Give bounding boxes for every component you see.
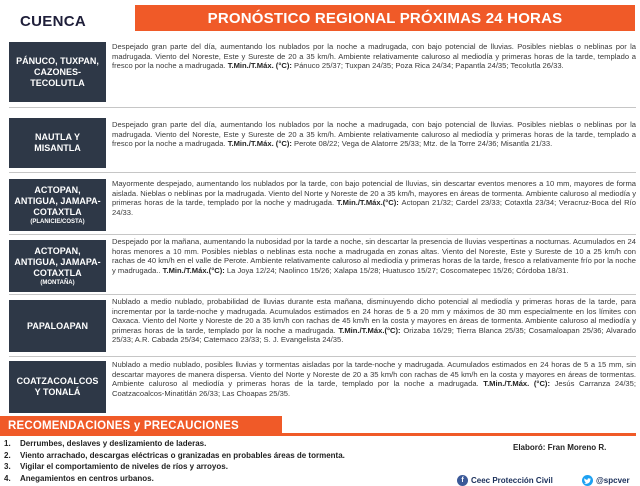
region-forecast-actopan-costa [112, 179, 636, 217]
temps-label: T.Min./T.Máx.(°C): [162, 265, 227, 275]
temps-values: La Joya 12/24; Naolinco 15/26; Xalapa 15/28; Huatusco 15/27; Coscomatepec 15/26; Córdoba 18/31. [226, 265, 569, 275]
recommendation-number: 1. [4, 439, 11, 448]
temps-values: Actopan 21/32; Cardel 23/33; Cotaxtla 23/34; Veracruz-Boca del Río 24/33. [112, 198, 636, 217]
recommendation-item [4, 461, 424, 473]
facebook-link[interactable] [457, 475, 553, 486]
forecast-text: Nublado a medio nublado, probabilidad de lluvias durante esta mañana, disminuyendo dicho potencial al mediodía y primeras horas de la tarde, para incrementar por la tarde-noche y madrugada. Acumulados estimados en 24 horas de 5 a 20 mm y máximos de 30 mm especialmente en los límites con Oaxaca. Viento del Norte y Noreste de 20 a 35 km/h con rachas de 45 km/h en la costa y mayores en áreas de tormenta. Ambiente caluroso al mediodía y primeras horas de la tarde, templado por la noche a madrugada. [112, 297, 636, 335]
recommendation-number: 2. [4, 450, 11, 460]
recommendations-title: RECOMENDACIONES y PRECAUCIONES [0, 416, 282, 436]
region-label-panuco [9, 42, 106, 102]
temps-values: Pánuco 25/37; Tuxpan 24/35; Poza Rica 24/34; Papantla 24/35; Tecolutla 26/33. [294, 61, 564, 71]
region-label-nautla [9, 118, 106, 168]
twitter-handle: @spcver [596, 476, 630, 485]
region-label-line: ACTOPAN, [34, 245, 81, 256]
twitter-link[interactable] [582, 475, 630, 486]
temps-values: Jesús Carranza 24/35; Coatzacoalcos-Minatitlán 26/33; Las Choapas 25/35. [112, 379, 636, 398]
recommendation-text: Anegamientos en centros urbanos. [20, 473, 154, 483]
forecast-text: Despejado gran parte del día, aumentando los nublados por la noche a madrugada, con bajo potencial de lluvias. Posibles nieblas o neblinas por la madrugada. Viento del Noreste, Este y Sureste de 20 a 35 km/h. Ambiente relativamente caluroso al mediodía y primeras horas de la tarde, templado a fresco por la noche a madrugada. [112, 120, 636, 149]
forecast-text: Despejado gran parte del día, aumentando los nublados por la noche a madrugada, con bajo potencial de lluvias. Posibles nieblas o neblinas por la madrugada. Viento del Noreste, Este y Sureste de 20 a 35 km/h. Ambiente relativamente caluroso al mediodía y primeras horas de la tarde, templado a fresco por la noche a madrugada. [112, 42, 636, 71]
cuenca-heading: CUENCA [20, 13, 86, 30]
row-divider [9, 356, 636, 357]
region-label-line: ANTIGUA, JAMAPA- [14, 195, 101, 206]
region-forecast-coatzacoalcos [112, 360, 636, 398]
region-label-actopan-montana [9, 240, 106, 292]
temps-values: Orizaba 16/29; Tierra Blanca 25/35; Cosamaloapan 25/36; Alvarado 25/33; A.R. Cabada 25/34; Catemaco 23/33; S. J. Evangelista 24/35. [112, 325, 636, 345]
recommendation-text: Vigilar el comportamiento de niveles de ríos y arroyos. [20, 462, 228, 472]
facebook-icon: f [457, 475, 468, 486]
region-label-papaloapan [9, 300, 106, 352]
region-forecast-panuco [112, 42, 636, 71]
region-label-line: PAPALOAPAN [26, 320, 88, 331]
region-label-line: CAZONES- [34, 66, 81, 77]
twitter-icon [582, 475, 593, 486]
temps-values: Perote 08/22; Vega de Alatorre 25/33; Mtz. de la Torre 24/36; Misantla 21/33. [294, 139, 553, 149]
region-label-line: COATZACOALCOS [16, 376, 99, 386]
region-label-line: NAUTLA Y [35, 132, 80, 142]
recommendations-list [4, 438, 424, 484]
forecast-title-banner: PRONÓSTICO REGIONAL PRÓXIMAS 24 HORAS [135, 5, 635, 31]
temps-label: T.Min./T.Máx.(°C): [338, 325, 404, 335]
temps-label: T.Min./T.Máx. (°C): [227, 139, 295, 149]
recommendation-item [4, 438, 424, 450]
forecast-text: Despejado por la mañana, aumentando la nubosidad por la tarde a noche, sin descartar la presencia de lluvias vespertinas a nocturnas. Acumulados en 24 horas menores a 10 mm. Posibles nieblas o neblinas esta noche a madrugada en zonas altas. Viento del Noreste, Este y Sureste de 10 a 25 km/h con rachas de 40 km/h en el valle de Perote. Ambiente relativamente caluroso al mediodía y primeras horas de la tarde, fresco a relativamente frío por la noche y madrugada.. [112, 237, 636, 275]
recommendation-item [4, 473, 424, 485]
recommendations-rule [282, 433, 636, 436]
row-divider [9, 107, 636, 108]
region-label-line: ACTOPAN, [34, 184, 81, 195]
region-label-line: COTAXTLA [33, 206, 82, 217]
facebook-handle: Ceec Protección Civil [471, 476, 553, 485]
temps-label: T.Min./T.Máx.(°C): [336, 198, 402, 208]
temps-label: T.Min./T.Máx. (°C): [227, 61, 295, 71]
region-label-line: MISANTLA [34, 143, 81, 153]
temps-label: T.Min./T.Máx. (°C): [483, 379, 555, 389]
row-divider [9, 294, 636, 295]
region-sublabel: (PLANICIE/COSTA) [30, 218, 85, 225]
region-label-line: ANTIGUA, JAMAPA- [14, 256, 101, 267]
recommendation-text: Viento arrachado, descargas eléctricas o granizadas en probables áreas de tormenta. [20, 450, 345, 460]
row-divider [9, 234, 636, 235]
recommendation-text: Derrumbes, deslaves y deslizamiento de laderas. [20, 439, 207, 448]
region-label-line: COTAXTLA [33, 267, 82, 278]
recommendation-number: 4. [4, 473, 11, 483]
row-divider [9, 172, 636, 173]
recommendation-item [4, 450, 424, 462]
region-forecast-nautla [112, 120, 636, 149]
forecast-text: Mayormente despejado, aumentando los nublados por la tarde, con bajo potencial de lluvias, sin descartar eventos menores a 10 mm, mayores de forma aislada. Nieblas o neblinas por la madrugada. Viento del Norte y Noreste de 20 a 35 km/h, mayores en áreas de tormenta. Ambiente caluroso al mediodía y primeras horas de la tarde, templado por la noche y madrugada. [112, 179, 636, 208]
forecast-text: Nublado a medio nublado, posibles lluvias y tormentas aisladas por la tarde-noche y madrugada. Acumulados estimados en 24 horas de 5 a 15 mm, sin descartar mayores de manera dispersa. Viento del Norte y Noreste de 20 a 35 km/h con rachas de 45 km/h en la costa y mayores en áreas de tormentas. Ambiente caluroso al mediodía y primeras horas de la tarde, templado por la noche a madrugada. [112, 360, 636, 389]
region-forecast-actopan-montana [112, 237, 636, 275]
region-label-line: TECOLUTLA [30, 77, 85, 88]
region-label-line: Y TONALÁ [34, 387, 81, 397]
author-credit: Elaboró: Fran Moreno R. [513, 443, 607, 452]
region-label-coatzacoalcos [9, 361, 106, 413]
region-label-actopan-costa [9, 179, 106, 231]
region-forecast-papaloapan [112, 297, 636, 345]
recommendation-number: 3. [4, 462, 11, 472]
region-sublabel: (MONTAÑA) [40, 279, 75, 286]
region-label-line: PÁNUCO, TUXPAN, [16, 55, 99, 66]
